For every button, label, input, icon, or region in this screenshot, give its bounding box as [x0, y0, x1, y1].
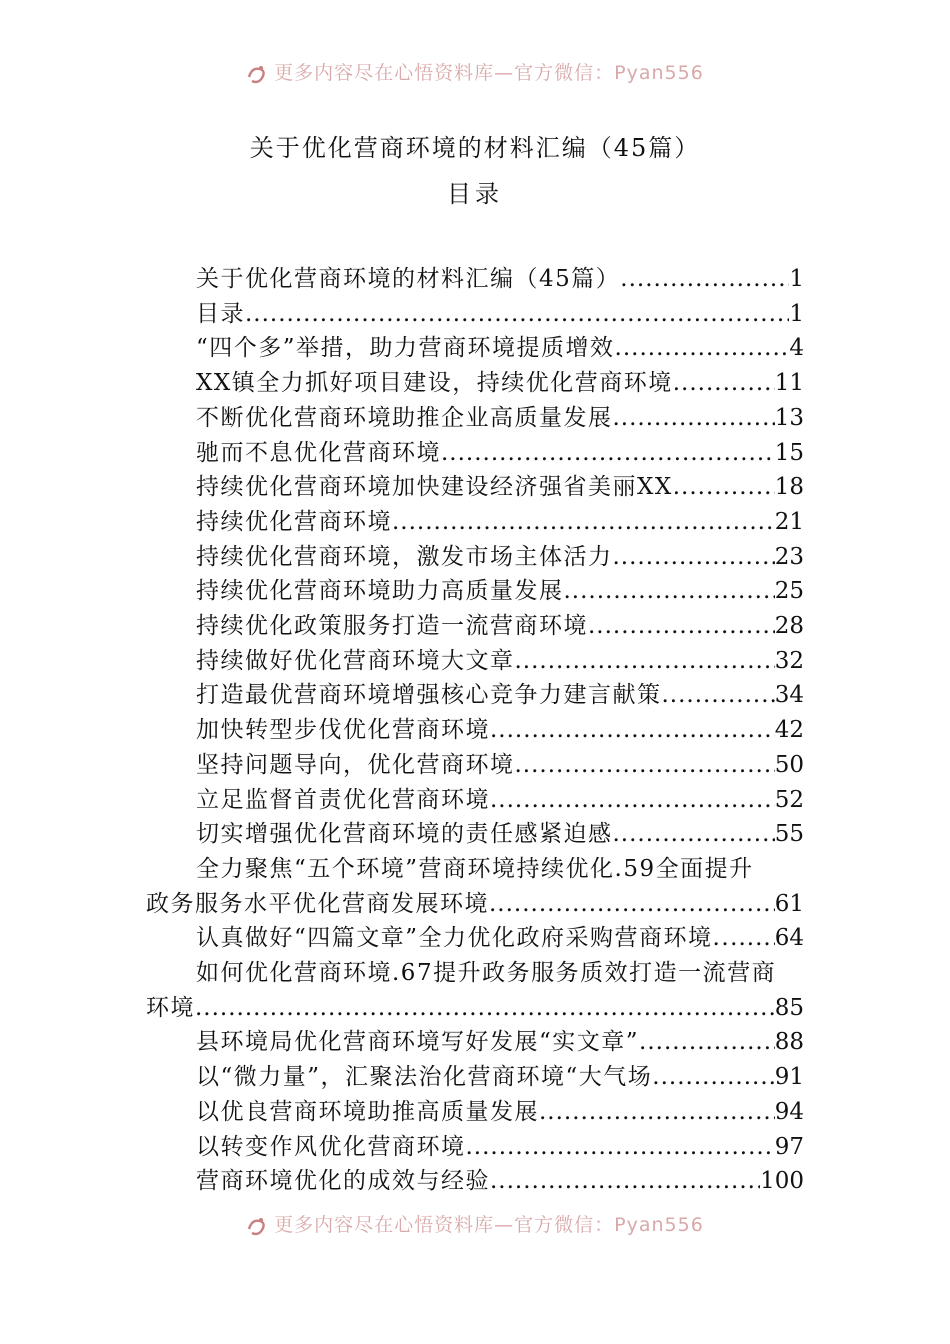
toc-page-number: 100 [760, 1168, 804, 1195]
toc-entry[interactable] [146, 644, 804, 679]
toc-entry[interactable] [146, 678, 804, 713]
toc-dot-leader [620, 262, 789, 297]
toc-dot-leader [245, 297, 789, 332]
toc-entry-title: 坚持问题导向，优化营商环境 [196, 751, 515, 778]
document-title: 关于优化营商环境的材料汇编（45篇） [249, 134, 701, 162]
toc-entry-title: 目录 [196, 300, 245, 327]
toc-dot-leader [195, 991, 775, 1026]
toc-entry-title: 立足监督首责优化营商环境 [196, 786, 490, 813]
toc-entry-title: 持续优化营商环境加快建设经济强省美丽XX [196, 474, 673, 501]
toc-entry[interactable] [146, 783, 804, 818]
toc-page-number: 85 [774, 994, 804, 1021]
toc-page-number: 88 [774, 1029, 804, 1056]
toc-page-number: 34 [774, 682, 804, 709]
toc-dot-leader [730, 921, 775, 956]
toc-entry[interactable] [146, 609, 804, 644]
toc-entry[interactable] [146, 540, 804, 575]
toc-page-number: 94 [774, 1098, 804, 1125]
toc-page-number: 55 [774, 821, 804, 848]
toc-entry[interactable] [146, 1060, 804, 1095]
toc-entry-title: 以优良营商环境助推高质量发展 [196, 1098, 539, 1125]
toc-entry[interactable] [146, 366, 804, 401]
toc-dot-leader [673, 366, 775, 401]
toc-dot-leader [564, 574, 775, 609]
toc-dot-leader [673, 470, 775, 505]
toc-dot-leader [515, 644, 775, 679]
toc-entry-title: 全力聚焦“五个环境”营商环境持续优化.59全面提升 [196, 855, 754, 882]
document-subtitle: 目录 [447, 180, 503, 208]
toc-entry-title: 持续优化政策服务打造一流营商环境 [196, 613, 588, 640]
toc-page-number: 52 [774, 786, 804, 813]
toc-page-number: 32 [774, 647, 804, 674]
toc-entry-title: 如何优化营商环境.67提升政务服务质效打造一流营商 [196, 960, 777, 987]
toc-entry[interactable] [146, 574, 804, 609]
toc-dot-leader [639, 1025, 775, 1060]
toc-entry[interactable] [146, 470, 804, 505]
toc-entry[interactable] [146, 436, 804, 471]
toc-page-number: 50 [774, 751, 804, 778]
toc-entry[interactable] [146, 401, 804, 436]
toc-entry[interactable] [146, 748, 804, 783]
toc-entry-title: 以“微力量”，汇聚法治化营商环境“大气场 [196, 1064, 653, 1091]
toc-page-number: 91 [774, 1064, 804, 1091]
toc-entry-title: 以转变作风优化营商环境 [196, 1133, 466, 1160]
toc-entry-continuation[interactable] [146, 887, 804, 922]
toc-dot-leader [652, 1060, 774, 1095]
toc-entry[interactable] [146, 1164, 804, 1199]
toc-dot-leader [392, 505, 775, 540]
toc-entry-title: 环境 [146, 994, 195, 1021]
toc-page-number: 13 [774, 404, 804, 431]
toc-entry[interactable] [146, 262, 804, 297]
toc-dot-leader [588, 609, 775, 644]
toc-dot-leader [615, 331, 790, 366]
toc-dot-leader [613, 540, 775, 575]
toc-entry-title: 县环境局优化营商环境写好发展“实文章” [196, 1029, 640, 1056]
toc-entry[interactable] [146, 852, 804, 887]
toc-page-number: 97 [774, 1133, 804, 1160]
toc-entry-title: 持续优化营商环境 [196, 508, 392, 535]
watermark-logo-icon [246, 63, 268, 85]
toc-page-number: 4 [789, 335, 804, 362]
toc-entry-title: 加快转型步伐优化营商环境 [196, 717, 490, 744]
toc-dot-leader [490, 1164, 760, 1199]
toc-page-number: 1 [789, 266, 804, 292]
toc-entry-title: 持续优化营商环境助力高质量发展 [196, 578, 564, 605]
toc-entry-title: 不断优化营商环境助推企业高质量发展 [196, 404, 613, 431]
toc-page-number: 61 [774, 890, 804, 917]
toc-dot-leader [490, 783, 775, 818]
toc-entry-title: 政务服务水平优化营商发展环境 [146, 890, 489, 917]
watermark-header [0, 58, 950, 85]
toc-page-number: 21 [774, 508, 804, 535]
toc-entry[interactable] [146, 956, 804, 991]
toc-page-number: 28 [774, 613, 804, 640]
toc-entry[interactable] [146, 331, 804, 366]
toc-entry[interactable] [146, 297, 804, 332]
watermark-text: 更多内容尽在心悟资料库—官方微信：Pyan556 [274, 62, 704, 84]
toc-entry-title: “四个多”举措，助力营商环境提质增效 [196, 335, 615, 362]
toc-dot-leader [662, 678, 775, 713]
watermark-text: 更多内容尽在心悟资料库—官方微信：Pyan556 [274, 1214, 704, 1236]
toc-entry-title: 营商环境优化的成效与经验 [196, 1168, 490, 1195]
toc-page-number: 1 [789, 300, 804, 327]
toc-entry-title: 切实增强优化营商环境的责任感紧迫感 [196, 821, 613, 848]
toc-page-number: 18 [774, 474, 804, 501]
toc-entry[interactable] [146, 921, 804, 956]
toc-entry-title: XX镇全力抓好项目建设，持续优化营商环境 [196, 370, 673, 397]
toc-entry[interactable] [146, 817, 804, 852]
toc-entry[interactable] [146, 505, 804, 540]
toc-dot-leader [490, 713, 775, 748]
watermark-footer [0, 1210, 950, 1237]
toc-entry-title: 持续优化营商环境，激发市场主体活力 [196, 543, 613, 570]
toc-page-number: 25 [774, 578, 804, 605]
toc-dot-leader [613, 817, 775, 852]
toc-dot-leader [539, 1095, 775, 1130]
toc-dot-leader [489, 887, 775, 922]
table-of-contents [146, 262, 804, 1199]
toc-page-number: 11 [774, 370, 804, 397]
toc-entry-title: 打造最优营商环境增强核心竞争力建言献策 [196, 682, 662, 709]
toc-page-number: 42 [774, 717, 804, 744]
toc-entry-title: 认真做好“四篇文章”全力优化政府采购营商环境.. [196, 925, 731, 952]
toc-entry-title: 持续做好优化营商环境大文章 [196, 647, 515, 674]
toc-page-number: 23 [774, 543, 804, 570]
toc-entry[interactable] [146, 1130, 804, 1165]
toc-dot-leader [613, 401, 775, 436]
toc-dot-leader [441, 436, 775, 471]
toc-dot-leader [515, 748, 775, 783]
toc-entry[interactable] [146, 1025, 804, 1060]
toc-page-number: 15 [774, 439, 804, 466]
toc-page-number: 64 [774, 925, 804, 952]
toc-dot-leader [466, 1130, 775, 1165]
toc-entry-continuation[interactable] [146, 991, 804, 1026]
watermark-logo-icon [246, 1215, 268, 1237]
toc-entry-title: 关于优化营商环境的材料汇编（45篇） [196, 266, 621, 292]
toc-entry[interactable] [146, 713, 804, 748]
toc-entry-title: 驰而不息优化营商环境 [196, 439, 441, 466]
toc-entry[interactable] [146, 1095, 804, 1130]
